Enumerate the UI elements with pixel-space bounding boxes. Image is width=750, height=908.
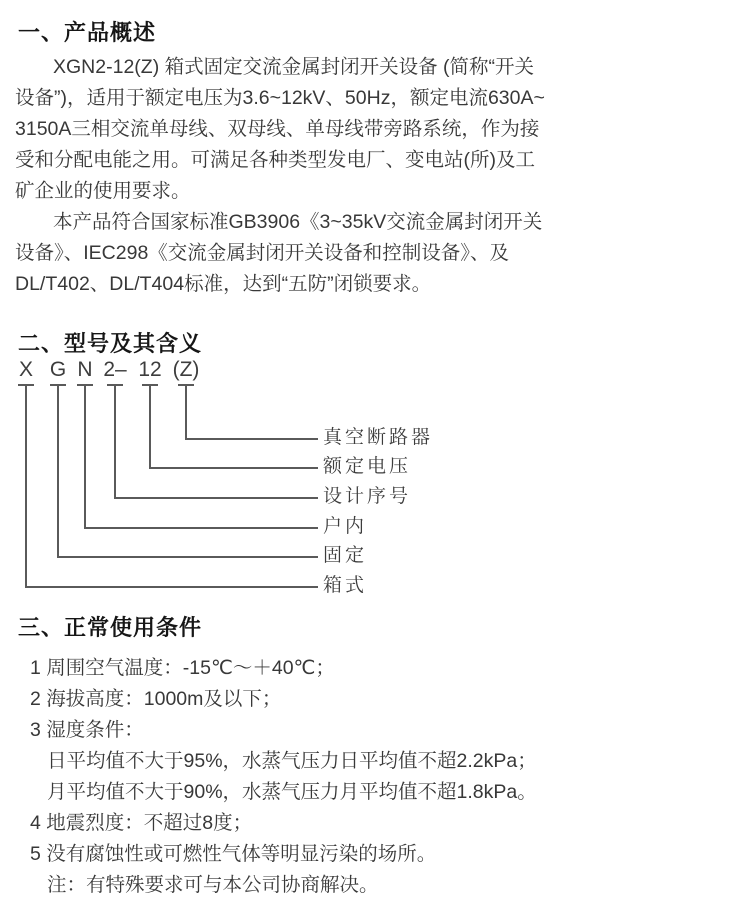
model-label-rated-voltage: 额定电压 bbox=[323, 456, 412, 477]
paragraph-line: 本产品符合国家标准GB3906《3~35kV交流金属封闭开关 bbox=[53, 211, 543, 233]
connector-hline bbox=[57, 556, 318, 558]
model-label-vacuum-breaker: 真空断路器 bbox=[323, 427, 434, 448]
condition-item-humidity-monthly: 月平均值不大于90%，水蒸气压力月平均值不超1.8kPa。 bbox=[47, 781, 537, 803]
overview-body bbox=[15, 52, 545, 300]
condition-item-temperature: 1 周围空气温度：-15℃～＋40℃； bbox=[30, 657, 335, 679]
connector-hline bbox=[84, 527, 318, 529]
paragraph-line: XGN2-12(Z) 箱式固定交流金属封闭开关设备 (简称“开关 bbox=[53, 56, 535, 78]
model-label-box-type: 箱式 bbox=[323, 575, 368, 596]
condition-note: 注：有特殊要求可与本公司协商解决。 bbox=[47, 874, 379, 896]
condition-item-pollution: 5 没有腐蚀性或可燃性气体等明显污染的场所。 bbox=[30, 843, 437, 865]
conditions-list bbox=[30, 653, 630, 901]
condition-item-seismic: 4 地震烈度：不超过8度； bbox=[30, 812, 253, 834]
model-symbol-2: 2– bbox=[103, 358, 127, 381]
condition-item-humidity: 3 湿度条件： bbox=[30, 719, 144, 741]
condition-item-altitude: 2 海拔高度：1000m及以下； bbox=[30, 688, 282, 710]
paragraph-line: 设备》、IEC298《交流金属封闭开关设备和控制设备》、及 bbox=[15, 242, 510, 264]
section-title-overview: 一、产品概述 bbox=[18, 20, 157, 45]
connector-vline bbox=[149, 386, 151, 469]
connector-vline bbox=[185, 386, 187, 440]
connector-hline bbox=[25, 586, 318, 588]
paragraph-line: 3150A三相交流单母线、双母线、单母线带旁路系统，作为接 bbox=[15, 118, 540, 140]
connector-vline bbox=[57, 386, 59, 558]
paragraph-line: DL/T402、DL/T404标准，达到“五防”闭锁要求。 bbox=[15, 273, 432, 295]
model-label-indoor: 户内 bbox=[323, 516, 368, 537]
connector-hline bbox=[149, 467, 318, 469]
paragraph-line: 设备”)，适用于额定电压为3.6~12kV、50Hz，额定电流630A~ bbox=[15, 87, 545, 109]
connector-hline bbox=[114, 497, 318, 499]
condition-item-humidity-daily: 日平均值不大于95%，水蒸气压力日平均值不超2.2kPa； bbox=[47, 750, 537, 772]
connector-vline bbox=[114, 386, 116, 499]
connector-hline bbox=[185, 438, 318, 440]
model-label-fixed: 固定 bbox=[323, 545, 368, 566]
overview-paragraph-1 bbox=[15, 52, 545, 207]
paragraph-line: 受和分配电能之用。可满足各种类型发电厂、变电站(所)及工 bbox=[15, 149, 535, 171]
connector-vline bbox=[84, 386, 86, 529]
model-symbol-12: 12 bbox=[138, 358, 162, 381]
section-title-conditions: 三、正常使用条件 bbox=[18, 615, 203, 640]
paragraph-line: 矿企业的使用要求。 bbox=[15, 180, 191, 202]
model-symbol-g: G bbox=[49, 358, 67, 381]
section-title-model: 二、型号及其含义 bbox=[18, 331, 203, 356]
connector-vline bbox=[25, 386, 27, 588]
model-label-design-serial: 设计序号 bbox=[323, 486, 412, 507]
model-symbol-z: (Z) bbox=[172, 358, 200, 381]
model-symbol-n: N bbox=[77, 358, 93, 381]
model-symbol-x: X bbox=[18, 358, 34, 381]
model-designation-diagram bbox=[0, 358, 750, 610]
overview-paragraph-2 bbox=[15, 207, 543, 300]
